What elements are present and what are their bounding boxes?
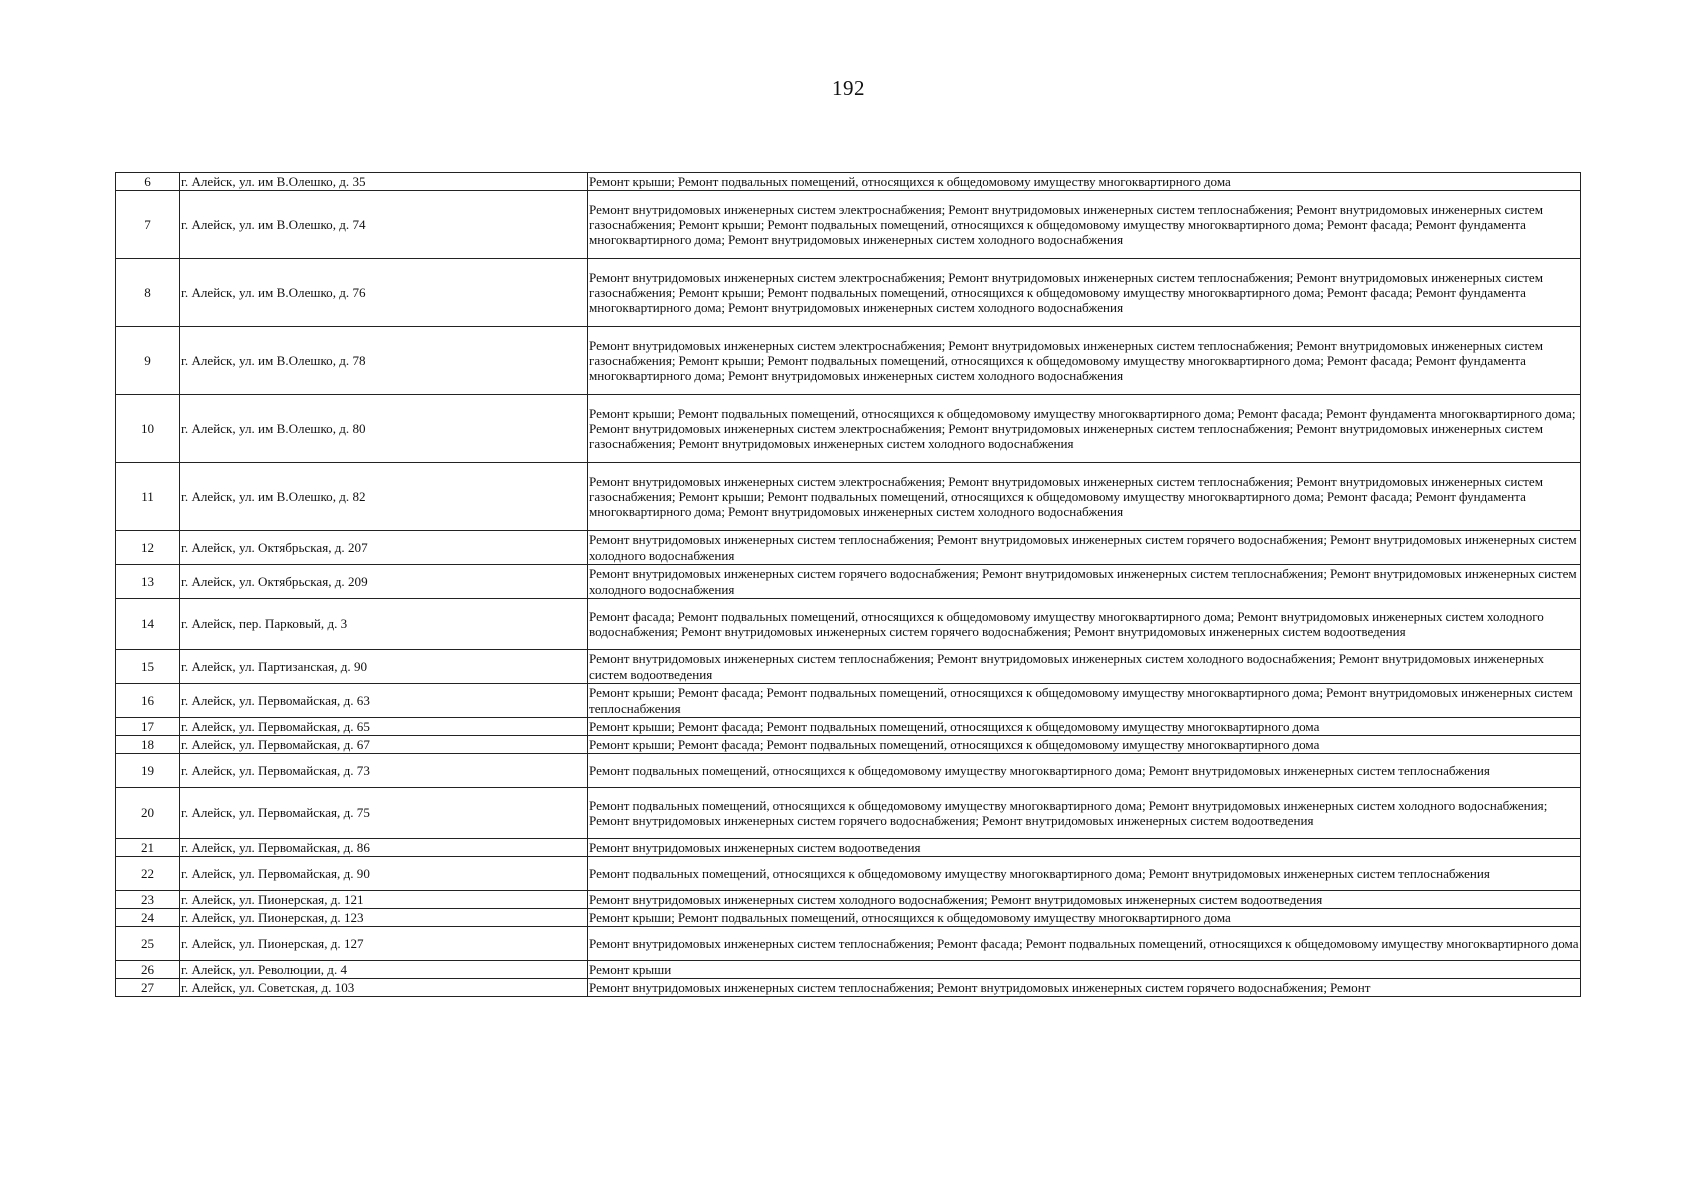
- row-number: 20: [116, 788, 180, 839]
- table-row: [116, 259, 1581, 327]
- table-row: [116, 857, 1581, 891]
- row-works: Ремонт внутридомовых инженерных систем теплоснабжения; Ремонт фасада; Ремонт подвальных помещений, относящихся к общедомовому имуществу многоквартирного дома: [588, 927, 1581, 961]
- table-row: [116, 979, 1581, 997]
- row-number: 13: [116, 565, 180, 599]
- row-address: г. Алейск, ул. Первомайская, д. 90: [180, 857, 588, 891]
- table-row: [116, 395, 1581, 463]
- row-works: Ремонт внутридомовых инженерных систем теплоснабжения; Ремонт внутридомовых инженерных систем холодного водоснабжения; Ремонт внутридомовых инженерных систем водоотведения: [588, 650, 1581, 684]
- row-works: Ремонт внутридомовых инженерных систем горячего водоснабжения; Ремонт внутридомовых инженерных систем теплоснабжения; Ремонт внутридомовых инженерных систем холодного водоснабжения: [588, 565, 1581, 599]
- row-address: г. Алейск, ул. им В.Олешко, д. 82: [180, 463, 588, 531]
- table-row: [116, 839, 1581, 857]
- row-works: Ремонт внутридомовых инженерных систем теплоснабжения; Ремонт внутридомовых инженерных систем горячего водоснабжения; Ремонт: [588, 979, 1581, 997]
- table-row: [116, 191, 1581, 259]
- table-row: [116, 173, 1581, 191]
- row-number: 7: [116, 191, 180, 259]
- row-number: 10: [116, 395, 180, 463]
- row-works: Ремонт крыши; Ремонт фасада; Ремонт подвальных помещений, относящихся к общедомовому имуществу многоквартирного дома: [588, 718, 1581, 736]
- table-row: [116, 463, 1581, 531]
- row-address: г. Алейск, ул. Партизанская, д. 90: [180, 650, 588, 684]
- row-number: 8: [116, 259, 180, 327]
- table-row: [116, 531, 1581, 565]
- table-row: [116, 327, 1581, 395]
- row-number: 26: [116, 961, 180, 979]
- row-works: Ремонт крыши; Ремонт фасада; Ремонт подвальных помещений, относящихся к общедомовому имуществу многоквартирного дома; Ремонт внутридомовых инженерных систем теплоснабжения: [588, 684, 1581, 718]
- table-row: [116, 565, 1581, 599]
- table-row: [116, 891, 1581, 909]
- table-row: [116, 754, 1581, 788]
- row-works: Ремонт внутридомовых инженерных систем холодного водоснабжения; Ремонт внутридомовых инженерных систем водоотведения: [588, 891, 1581, 909]
- row-number: 12: [116, 531, 180, 565]
- row-address: г. Алейск, ул. им В.Олешко, д. 74: [180, 191, 588, 259]
- row-number: 21: [116, 839, 180, 857]
- row-works: Ремонт крыши; Ремонт подвальных помещений, относящихся к общедомовому имуществу многоквартирного дома: [588, 909, 1581, 927]
- row-works: Ремонт внутридомовых инженерных систем электроснабжения; Ремонт внутридомовых инженерных систем теплоснабжения; Ремонт внутридомовых инженерных систем газоснабжения; Ремонт крыши; Ремонт подвальных помещений, относящихся к общедомовому имуществу многоквартирного дома; Ремонт фасада; Ремонт фундамента многоквартирного дома; Ремонт внутридомовых инженерных систем холодного водоснабжения: [588, 327, 1581, 395]
- row-number: 9: [116, 327, 180, 395]
- table-row: [116, 927, 1581, 961]
- page-number: 192: [832, 76, 865, 100]
- row-address: г. Алейск, пер. Парковый, д. 3: [180, 599, 588, 650]
- table-row: [116, 684, 1581, 718]
- row-works: Ремонт подвальных помещений, относящихся к общедомовому имуществу многоквартирного дома; Ремонт внутридомовых инженерных систем холодного водоснабжения; Ремонт внутридомовых инженерных систем горячего водоснабжения; Ремонт внутридомовых инженерных систем водоотведения: [588, 788, 1581, 839]
- row-address: г. Алейск, ул. Октябрьская, д. 209: [180, 565, 588, 599]
- row-address: г. Алейск, ул. Первомайская, д. 73: [180, 754, 588, 788]
- row-address: г. Алейск, ул. Советская, д. 103: [180, 979, 588, 997]
- row-number: 18: [116, 736, 180, 754]
- row-address: г. Алейск, ул. Первомайская, д. 75: [180, 788, 588, 839]
- row-address: г. Алейск, ул. им В.Олешко, д. 78: [180, 327, 588, 395]
- row-address: г. Алейск, ул. Первомайская, д. 63: [180, 684, 588, 718]
- row-address: г. Алейск, ул. Революции, д. 4: [180, 961, 588, 979]
- row-number: 16: [116, 684, 180, 718]
- row-number: 27: [116, 979, 180, 997]
- row-address: г. Алейск, ул. Первомайская, д. 86: [180, 839, 588, 857]
- row-works: Ремонт крыши; Ремонт фасада; Ремонт подвальных помещений, относящихся к общедомовому имуществу многоквартирного дома: [588, 736, 1581, 754]
- table-row: [116, 718, 1581, 736]
- row-number: 19: [116, 754, 180, 788]
- row-address: г. Алейск, ул. им В.Олешко, д. 76: [180, 259, 588, 327]
- row-works: Ремонт внутридомовых инженерных систем водоотведения: [588, 839, 1581, 857]
- row-works: Ремонт внутридомовых инженерных систем электроснабжения; Ремонт внутридомовых инженерных систем теплоснабжения; Ремонт внутридомовых инженерных систем газоснабжения; Ремонт крыши; Ремонт подвальных помещений, относящихся к общедомовому имуществу многоквартирного дома; Ремонт фасада; Ремонт фундамента многоквартирного дома; Ремонт внутридомовых инженерных систем холодного водоснабжения: [588, 463, 1581, 531]
- row-number: 17: [116, 718, 180, 736]
- row-address: г. Алейск, ул. Пионерская, д. 123: [180, 909, 588, 927]
- row-works: Ремонт подвальных помещений, относящихся к общедомовому имуществу многоквартирного дома; Ремонт внутридомовых инженерных систем теплоснабжения: [588, 857, 1581, 891]
- table-row: [116, 599, 1581, 650]
- row-number: 25: [116, 927, 180, 961]
- row-address: г. Алейск, ул. Пионерская, д. 127: [180, 927, 588, 961]
- row-works: Ремонт подвальных помещений, относящихся к общедомовому имуществу многоквартирного дома; Ремонт внутридомовых инженерных систем теплоснабжения: [588, 754, 1581, 788]
- row-works: Ремонт внутридомовых инженерных систем электроснабжения; Ремонт внутридомовых инженерных систем теплоснабжения; Ремонт внутридомовых инженерных систем газоснабжения; Ремонт крыши; Ремонт подвальных помещений, относящихся к общедомовому имуществу многоквартирного дома; Ремонт фасада; Ремонт фундамента многоквартирного дома; Ремонт внутридомовых инженерных систем холодного водоснабжения: [588, 191, 1581, 259]
- row-address: г. Алейск, ул. им В.Олешко, д. 80: [180, 395, 588, 463]
- table-row: [116, 788, 1581, 839]
- row-number: 22: [116, 857, 180, 891]
- row-works: Ремонт крыши; Ремонт подвальных помещений, относящихся к общедомовому имуществу многоквартирного дома: [588, 173, 1581, 191]
- table-row: [116, 736, 1581, 754]
- row-address: г. Алейск, ул. Октябрьская, д. 207: [180, 531, 588, 565]
- row-works: Ремонт фасада; Ремонт подвальных помещений, относящихся к общедомовому имуществу многоквартирного дома; Ремонт внутридомовых инженерных систем холодного водоснабжения; Ремонт внутридомовых инженерных систем горячего водоснабжения; Ремонт внутридомовых инженерных систем водоотведения: [588, 599, 1581, 650]
- row-number: 15: [116, 650, 180, 684]
- row-works: Ремонт крыши; Ремонт подвальных помещений, относящихся к общедомовому имуществу многоквартирного дома; Ремонт фасада; Ремонт фундамента многоквартирного дома; Ремонт внутридомовых инженерных систем электроснабжения; Ремонт внутридомовых инженерных систем теплоснабжения; Ремонт внутридомовых инженерных систем газоснабжения; Ремонт внутридомовых инженерных систем холодного водоснабжения: [588, 395, 1581, 463]
- row-works: Ремонт крыши: [588, 961, 1581, 979]
- repair-works-table: [115, 172, 1581, 997]
- row-works: Ремонт внутридомовых инженерных систем электроснабжения; Ремонт внутридомовых инженерных систем теплоснабжения; Ремонт внутридомовых инженерных систем газоснабжения; Ремонт крыши; Ремонт подвальных помещений, относящихся к общедомовому имуществу многоквартирного дома; Ремонт фасада; Ремонт фундамента многоквартирного дома; Ремонт внутридомовых инженерных систем холодного водоснабжения: [588, 259, 1581, 327]
- row-number: 24: [116, 909, 180, 927]
- table-row: [116, 961, 1581, 979]
- table-row: [116, 909, 1581, 927]
- row-address: г. Алейск, ул. им В.Олешко, д. 35: [180, 173, 588, 191]
- row-number: 11: [116, 463, 180, 531]
- row-works: Ремонт внутридомовых инженерных систем теплоснабжения; Ремонт внутридомовых инженерных систем горячего водоснабжения; Ремонт внутридомовых инженерных систем холодного водоснабжения: [588, 531, 1581, 565]
- row-address: г. Алейск, ул. Первомайская, д. 67: [180, 736, 588, 754]
- row-address: г. Алейск, ул. Первомайская, д. 65: [180, 718, 588, 736]
- row-number: 23: [116, 891, 180, 909]
- row-number: 6: [116, 173, 180, 191]
- row-number: 14: [116, 599, 180, 650]
- row-address: г. Алейск, ул. Пионерская, д. 121: [180, 891, 588, 909]
- table-row: [116, 650, 1581, 684]
